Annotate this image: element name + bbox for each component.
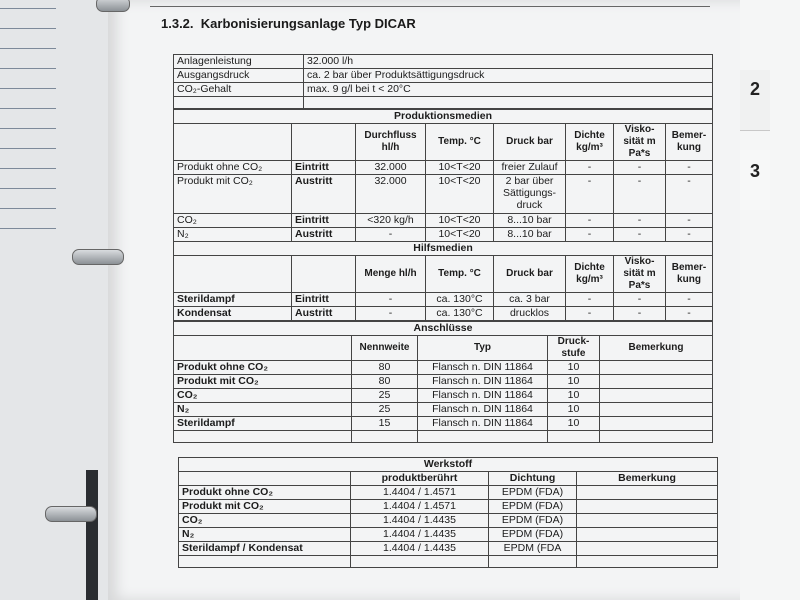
table-row [174,55,713,69]
cell-bem: - [666,161,713,175]
table-row [179,486,718,500]
row-name: Produkt ohne CO₂ [174,161,292,175]
cell-nennweite: 25 [352,403,418,417]
cell-typ: Flansch n. DIN 11864 [418,417,548,431]
cell-temp: 10<T<20 [426,228,494,242]
cell-material: 1.4404 / 1.4571 [351,500,489,514]
row-name: Kondensat [174,307,292,321]
table-row [174,214,713,228]
table-row [174,175,713,214]
cell-druckstufe: 10 [548,361,600,375]
cell-druck: drucklos [494,307,566,321]
table-row [174,293,713,307]
row-name: CO₂ [174,389,352,403]
col-viskositaet: Visko-sität m Pa*s [614,124,666,161]
row-direction: Eintritt [292,214,356,228]
spacer-row [174,97,713,109]
table-row [174,417,713,431]
cell-nennweite: 80 [352,361,418,375]
cell-dichte: - [566,175,614,214]
cell-material: 1.4404 / 1.4435 [351,542,489,556]
table-row [174,361,713,375]
spec-sheet [173,54,713,443]
header-row [174,256,713,293]
table-row [174,83,713,97]
register-tab-3[interactable]: 3 [740,150,770,210]
col-bemerkung: Bemerkung [600,336,713,361]
row-name: Produkt ohne CO₂ [174,361,352,375]
cell-bem: - [666,175,713,214]
value-anlagenleistung: 32.000 l/h [304,55,713,69]
spacer-row [174,431,713,443]
col-durchfluss: Durchfluss hl/h [356,124,426,161]
section-title: Karbonisierungsanlage Typ DICAR [200,16,416,31]
cell-durchfluss: 32.000 [356,161,426,175]
row-name: Produkt mit CO₂ [174,375,352,389]
table-row [179,542,718,556]
row-direction: Eintritt [292,161,356,175]
cell-druck: 2 bar über Sättigungs-druck [494,175,566,214]
cell-bem: - [666,214,713,228]
cell-dichte: - [566,307,614,321]
table-row [174,69,713,83]
row-name: Produkt ohne CO₂ [179,486,351,500]
general-table [173,54,713,109]
header-rule [150,6,710,7]
section-hilfsmedien: Hilfsmedien [174,242,713,256]
cell-dichtung: EPDM (FDA [489,542,577,556]
section-produktionsmedien: Produktionsmedien [174,110,713,124]
cell-temp: ca. 130°C [426,293,494,307]
table-row [174,307,713,321]
row-direction: Eintritt [292,293,356,307]
header-row [174,124,713,161]
cell-druckstufe: 10 [548,417,600,431]
col-typ: Typ [418,336,548,361]
col-viskositaet: Visko-sität m Pa*s [614,256,666,293]
table-row [179,514,718,528]
col-druck: Druck bar [494,124,566,161]
table-row [174,403,713,417]
cell-temp: 10<T<20 [426,161,494,175]
cell-druckstufe: 10 [548,389,600,403]
cell-druck: 8...10 bar [494,214,566,228]
cell-durchfluss: <320 kg/h [356,214,426,228]
row-name: N₂ [179,528,351,542]
row-name: CO₂ [179,514,351,528]
header-row [179,472,718,486]
row-direction: Austritt [292,307,356,321]
cell-druckstufe: 10 [548,375,600,389]
cell-typ: Flansch n. DIN 11864 [418,403,548,417]
werkstoff-table [178,457,718,568]
label-anlagenleistung: Anlagenleistung [174,55,304,69]
cell-dichtung: EPDM (FDA) [489,500,577,514]
cell-visko: - [614,214,666,228]
row-name: CO₂ [174,214,292,228]
cell-druck: freier Zulauf [494,161,566,175]
cell-dichte: - [566,228,614,242]
row-direction: Austritt [292,175,356,214]
col-druck: Druck bar [494,256,566,293]
werkstoff-block [178,457,718,568]
row-name: Sterildampf / Kondensat [179,542,351,556]
table-row [179,528,718,542]
table-row [179,500,718,514]
col-bemerkung: Bemerkung [577,472,718,486]
col-dichtung: Dichtung [489,472,577,486]
cell-visko: - [614,293,666,307]
col-temp: Temp. °C [426,124,494,161]
cell-material: 1.4404 / 1.4571 [351,486,489,500]
cell-dichte: - [566,214,614,228]
cell-dichtung: EPDM (FDA) [489,514,577,528]
header-row [174,336,713,361]
label-co2-gehalt: CO₂-Gehalt [174,83,304,97]
binder-ring-top [96,0,130,12]
row-name: N₂ [174,228,292,242]
section-werkstoff: Werkstoff [179,458,718,472]
anschluesse-table [173,321,713,443]
cell-dichtung: EPDM (FDA) [489,528,577,542]
row-name: Produkt mit CO₂ [174,175,292,214]
binder-spine [86,470,98,600]
col-produktberuehrt: produktberührt [351,472,489,486]
cell-temp: 10<T<20 [426,214,494,228]
table-row [174,228,713,242]
row-name: Sterildampf [174,293,292,307]
col-temp: Temp. °C [426,256,494,293]
cell-bem: - [666,228,713,242]
page-title [161,16,416,31]
col-bemerkung: Bemer-kung [666,256,713,293]
table-row [174,161,713,175]
cell-dichtung: EPDM (FDA) [489,486,577,500]
cell-visko: - [614,228,666,242]
spacer-row [179,556,718,568]
produktionsmedien-table [173,109,713,321]
register-tab-2[interactable]: 2 [740,70,770,131]
cell-temp: ca. 130°C [426,307,494,321]
label-ausgangsdruck: Ausgangsdruck [174,69,304,83]
cell-visko: - [614,307,666,321]
cell-menge: - [356,293,426,307]
cell-bem: - [666,293,713,307]
cell-typ: Flansch n. DIN 11864 [418,361,548,375]
cell-typ: Flansch n. DIN 11864 [418,389,548,403]
section-number: 1.3.2. [161,16,194,31]
row-name: Produkt mit CO₂ [179,500,351,514]
col-druckstufe: Druck-stufe [548,336,600,361]
value-ausgangsdruck: ca. 2 bar über Produktsättigungsdruck [304,69,713,83]
cell-material: 1.4404 / 1.4435 [351,528,489,542]
value-co2-gehalt: max. 9 g/l bei t < 20°C [304,83,713,97]
cell-dichte: - [566,161,614,175]
cell-material: 1.4404 / 1.4435 [351,514,489,528]
cell-dichte: - [566,293,614,307]
cell-bem: - [666,307,713,321]
cell-typ: Flansch n. DIN 11864 [418,375,548,389]
cell-nennweite: 80 [352,375,418,389]
col-menge: Menge hl/h [356,256,426,293]
col-dichte: Dichte kg/m³ [566,256,614,293]
cell-visko: - [614,161,666,175]
col-bemerkung: Bemer-kung [666,124,713,161]
section-anschluesse: Anschlüsse [174,322,713,336]
row-name: N₂ [174,403,352,417]
cell-temp: 10<T<20 [426,175,494,214]
binder-ring-bottom [45,506,97,522]
cell-druck: ca. 3 bar [494,293,566,307]
row-direction: Austritt [292,228,356,242]
cell-menge: - [356,307,426,321]
left-page-ruling [0,0,60,260]
binder-ring-middle [72,249,124,265]
col-nennweite: Nennweite [352,336,418,361]
cell-druckstufe: 10 [548,403,600,417]
row-name: Sterildampf [174,417,352,431]
cell-durchfluss: 32.000 [356,175,426,214]
table-row [174,389,713,403]
cell-nennweite: 25 [352,389,418,403]
col-dichte: Dichte kg/m³ [566,124,614,161]
cell-visko: - [614,175,666,214]
table-row [174,375,713,389]
cell-durchfluss: - [356,228,426,242]
cell-druck: 8...10 bar [494,228,566,242]
cell-nennweite: 15 [352,417,418,431]
